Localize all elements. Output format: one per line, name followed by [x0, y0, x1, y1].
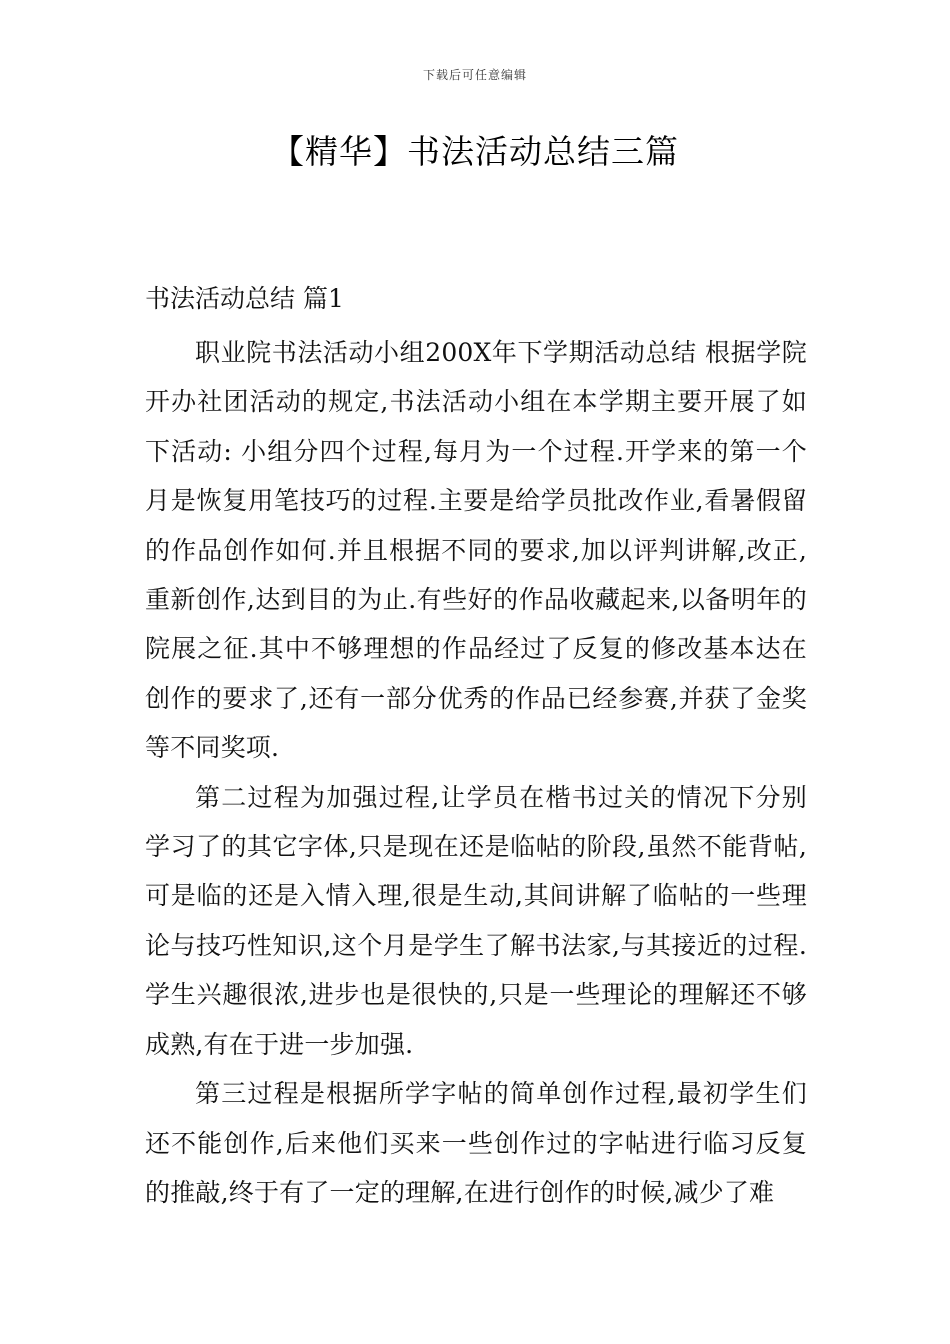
- header-note: 下载后可任意编辑: [422, 68, 527, 82]
- document-title: 【精华】书法活动总结三篇: [271, 132, 679, 171]
- document-body: [145, 280, 807, 1217]
- body-paragraph-1: 职业院书法活动小组200X年下学期活动总结 根据学院开办社团活动的规定,书法活动小组在本学期主要开展了如下活动: 小组分四个过程,每月为一个过程.开学来的第一个月是恢复用笔技巧的过程.主要是给学员批改作业,看暑假留的作品创作如何.并且根据不同的要求,加以评判讲解,改正,重新创作,达到目的为止.有些好的作品收藏起来,以备明年的院展之征.其中不够理想的作品经过了反复的修改基本达在创作的要求了,还有一部分优秀的作品已经参赛,并获了金奖等不同奖项.: [145, 338, 807, 763]
- body-paragraph-3: 第三过程是根据所学字帖的简单创作过程,最初学生们还不能创作,后来他们买来一些创作过的字帖进行临习反复的推敲,终于有了一定的理解,在进行创作的时候,减少了难: [145, 1079, 807, 1207]
- section-heading: 书法活动总结 篇1: [145, 284, 344, 313]
- body-paragraph-2: 第二过程为加强过程,让学员在楷书过关的情况下分别学习了的其它字体,只是现在还是临帖的阶段,虽然不能背帖,可是临的还是入情入理,很是生动,其间讲解了临帖的一些理论与技巧性知识,这个月是学生了解书法家,与其接近的过程.学生兴趣很浓,进步也是很快的,只是一些理论的理解还不够成熟,有在于进一步加强.: [145, 782, 807, 1059]
